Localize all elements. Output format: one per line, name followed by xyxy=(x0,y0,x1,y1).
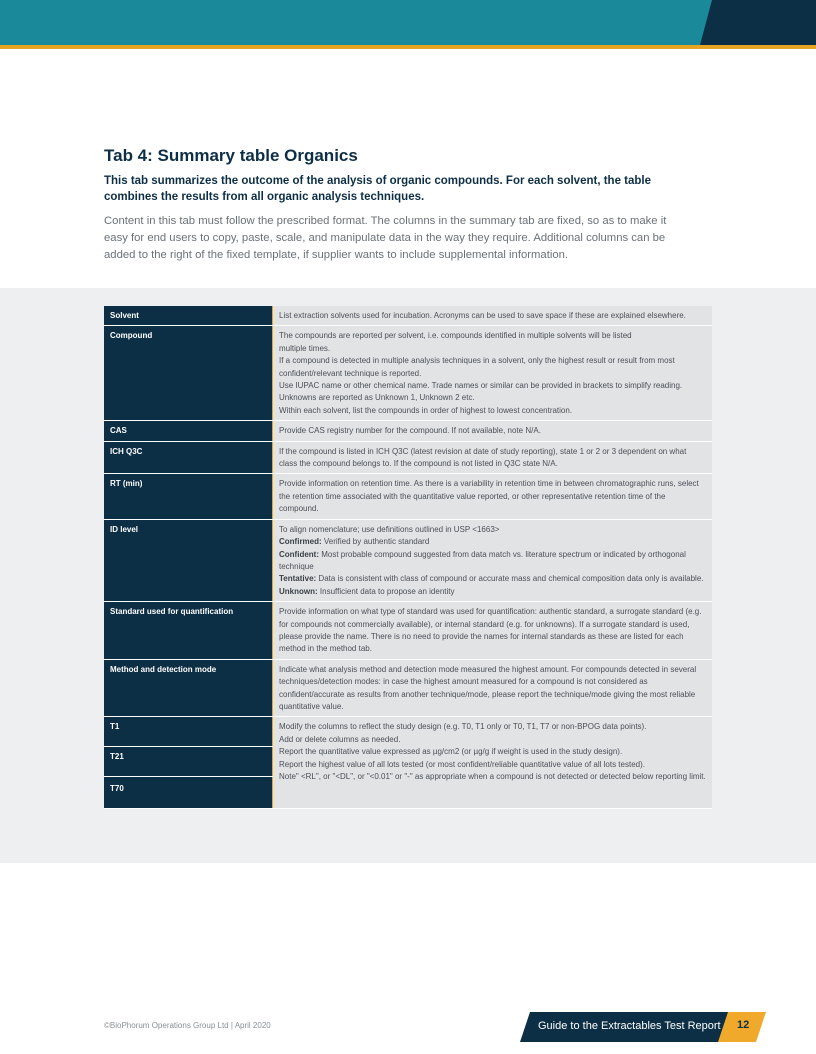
description-line: Use IUPAC name or other chemical name. Trade names or similar can be provided in brackets to simplify reading. Unknowns are reported as Unknown 1, Unknown 2 etc. xyxy=(279,381,683,403)
row-description xyxy=(273,326,713,421)
definition-term: Confirmed: xyxy=(279,537,322,547)
row-description xyxy=(273,306,713,326)
description-line: Provide CAS registry number for the compound. If not available, note N/A. xyxy=(279,426,541,436)
description-line: Provide information on what type of standard was used for quantification: authentic standard, a surrogate standard (e.g. for compounds not commercially available), or internal standard (e.g. for unknowns). If a surrogate standard is used, please provide the name. There is no need to provide the names for internal standards as these are listed for each method in the method tab. xyxy=(279,607,702,654)
description-line: The compounds are reported per solvent, i.e. compounds identified in multiple solvents will be listed xyxy=(279,331,632,341)
description-line: Confirmed: Verified by authentic standard xyxy=(279,537,430,547)
page-title: Tab 4: Summary table Organics xyxy=(104,146,358,165)
table-row xyxy=(104,441,712,474)
description-line: Tentative: Data is consistent with class of compound or accurate mass and chemical composition data only is available. xyxy=(279,574,704,584)
description-line: Add or delete columns as needed. xyxy=(279,734,401,744)
footer-page-number: 12 xyxy=(737,1019,750,1031)
footer-copyright: ©BioPhorum Operations Group Ltd | April 2020 xyxy=(104,1021,271,1030)
description-line: If a compound is detected in multiple analysis techniques in a solvent, only the highest result or result from most confident/relevant technique is reported. xyxy=(279,356,675,378)
row-label: ID level xyxy=(104,519,273,601)
header-dark-accent xyxy=(0,0,816,45)
description-line: Note" <RL", or "<DL", or "<0.01" or "-" as appropriate when a compound is not detected or detected below reporting limit. xyxy=(279,772,706,781)
row-label: CAS xyxy=(104,421,273,441)
table-row xyxy=(104,519,712,601)
row-description xyxy=(273,421,713,441)
row-label: Standard used for quantification xyxy=(104,602,273,660)
row-description xyxy=(273,659,713,717)
row-description xyxy=(273,441,713,474)
description-line: Within each solvent, list the compounds in order of highest to lowest concentration. xyxy=(279,405,573,415)
row-label: ICH Q3C xyxy=(104,441,273,474)
description-line: Unknown: Insufficient data to propose an identity xyxy=(279,586,455,596)
row-description xyxy=(273,474,713,519)
definition-term: Confident: xyxy=(279,549,319,559)
row-label: Compound xyxy=(104,326,273,421)
description-line: Report the quantitative value expressed as µg/cm2 (or µg/g if weight is used in the study design). xyxy=(279,747,623,757)
row-label: T1 xyxy=(104,717,273,747)
row-label: Solvent xyxy=(104,306,273,326)
table-row xyxy=(104,326,712,421)
body-paragraph: Content in this tab must follow the prescribed format. The columns in the summary tab are fixed, so as to make it easy for end users to copy, paste, scale, and manipulate data in the way they require. Additional columns can be added to the right of the fixed template, if supplier wants to include supplemental information. xyxy=(104,215,667,261)
table-row xyxy=(104,659,712,717)
definition-term: Unknown: xyxy=(279,586,318,596)
description-line: Indicate what analysis method and detection mode measured the highest amount. For compounds detected in several techniques/detection modes: in case the highest amount measured for a compound is not considered as confident/accurate as results from another technique/mode, please report the technique/mode giving the most reliable quantitative value. xyxy=(279,664,697,711)
row-description xyxy=(273,602,713,660)
description-line: Report the highest value of all lots tested (or most confident/reliable quantitative value of all lots tested). xyxy=(279,759,645,769)
definition-term: Tentative: xyxy=(279,574,317,584)
table-row xyxy=(104,717,712,747)
description-line: Modify the columns to reflect the study design (e.g. T0, T1 only or T0, T1, T7 or non-BPOG data points). xyxy=(279,722,647,732)
description-line: multiple times. xyxy=(279,343,331,353)
description-line: List extraction solvents used for incubation. Acronyms can be used to save space if these are explained elsewhere. xyxy=(279,311,686,320)
table-row xyxy=(104,474,712,519)
row-description xyxy=(273,717,713,809)
row-label: Method and detection mode xyxy=(104,659,273,717)
intro-section xyxy=(104,146,684,264)
table-row xyxy=(104,602,712,660)
footer-doc-title: Guide to the Extractables Test Report xyxy=(538,1020,721,1032)
row-label: RT (min) xyxy=(104,474,273,519)
header-gold-stripe xyxy=(0,45,816,49)
description-line: Provide information on retention time. As there is a variability in retention time in between chromatographic runs, select the retention time associated with the quantitative value reported, or other representative retention time of the compound. xyxy=(279,479,699,514)
description-line: To align nomenclature; use definitions outlined in USP <1663> xyxy=(279,524,500,534)
table-row xyxy=(104,421,712,441)
description-line: If the compound is listed in ICH Q3C (latest revision at date of study reporting), state 1 or 2 or 3 dependent on what class the compound belongs to. If the compound is not listed in Q3C state N/A. xyxy=(279,446,687,469)
row-description xyxy=(273,519,713,601)
lead-paragraph: This tab summarizes the outcome of the analysis of organic compounds. For each solvent, the table combines the results from all organic analysis techniques. xyxy=(104,175,651,203)
table-row xyxy=(104,306,712,326)
row-label: T21 xyxy=(104,747,273,777)
summary-spec-table xyxy=(104,306,712,809)
description-line: Confident: Most probable compound suggested from data match vs. literature spectrum or indicated by orthogonal technique xyxy=(279,549,686,571)
row-label: T70 xyxy=(104,777,273,809)
